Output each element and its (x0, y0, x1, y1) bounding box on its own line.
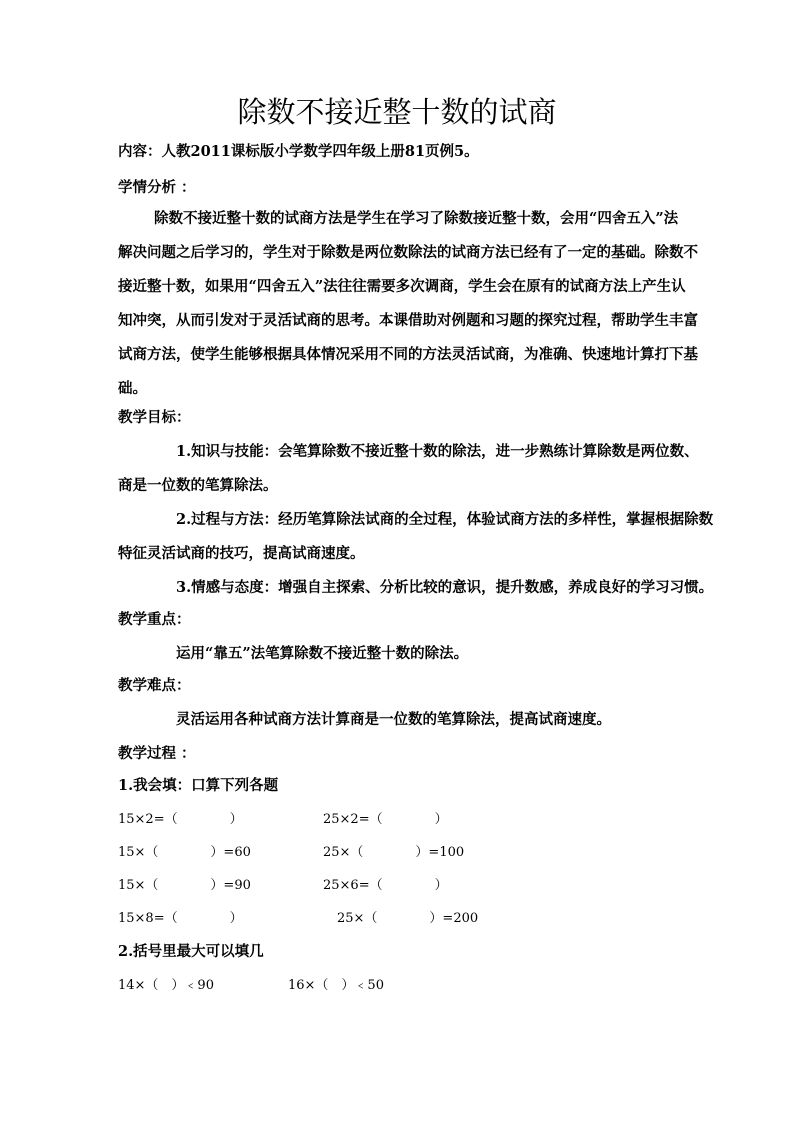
analysis-line: 试商方法，使学生能够根据具体情况采用不同的方法灵活试商，为准确、快速地计算打下基 (118, 346, 698, 363)
exercise-item: 15×（ ）=90 (118, 878, 251, 893)
exercise-item: 16×（ ）﹤50 (288, 978, 384, 993)
exercise-item: 25×（ ）=200 (337, 911, 479, 926)
section-1-heading: 1.我会填：口算下列各题 (118, 777, 279, 794)
goals-heading: 教学目标： (118, 409, 191, 426)
exercise-item: 25×6=（ ） (323, 878, 448, 893)
key-point-text: 运用“靠五”法笔算除数不接近整十数的除法。 (176, 645, 469, 662)
exercise-item: 25×（ ）=100 (323, 845, 465, 860)
key-point-heading: 教学重点： (118, 611, 191, 628)
exercise-item: 14×（ ）﹤90 (118, 978, 214, 993)
analysis-heading: 学情分析 ： (118, 179, 196, 196)
difficulty-text: 灵活运用各种试商方法计算商是一位数的笔算除法，提高试商速度。 (176, 711, 611, 728)
exercise-item: 25×2=（ ） (323, 812, 448, 827)
document-title: 除数不接近整十数的试商 (237, 95, 557, 129)
exercise-item: 15×2=（ ） (118, 812, 243, 827)
section-2-heading: 2.括号里最大可以填几 (118, 943, 264, 960)
analysis-line: 础。 (118, 380, 147, 397)
process-heading: 教学过程 ： (118, 745, 196, 762)
goal-2-line-1: 2.过程与方法：经历笔算除法试商的全过程，体验试商方法的多样性，掌握根据除数 (176, 511, 714, 528)
analysis-line: 知冲突，从而引发对于灵活试商的思考。本课借助对例题和习题的探究过程，帮助学生丰富 (118, 312, 698, 329)
difficulty-heading: 教学难点： (118, 677, 191, 694)
analysis-paragraph (118, 202, 698, 406)
goal-1-line-2: 商是一位数的笔算除法。 (118, 477, 278, 494)
analysis-line: 除数不接近整十数的试商方法是学生在学习了除数接近整十数，会用“四舍五入”法 (154, 210, 679, 227)
exercise-item: 15×8=（ ） (118, 911, 243, 926)
exercise-item: 15×（ ）=60 (118, 845, 251, 860)
goal-2-line-2: 特征灵活试商的技巧，提高试商速度。 (118, 545, 365, 562)
goal-3: 3.情感与态度：增强自主探索、分析比较的意识，提升数感，养成良好的学习习惯。 (176, 579, 714, 596)
content-line: 内容：人教2011课标版小学数学四年级上册81页例5。 (118, 143, 479, 160)
analysis-line: 接近整十数，如果用“四舍五入”法往往需要多次调商，学生会在原有的试商方法上产生认 (118, 278, 686, 295)
analysis-line: 解决问题之后学习的，学生对于除数是两位数除法的试商方法已经有了一定的基础。除数不 (118, 244, 698, 261)
goal-1-line-1: 1.知识与技能：会笔算除数不接近整十数的除法，进一步熟练计算除数是两位数、 (176, 443, 699, 460)
